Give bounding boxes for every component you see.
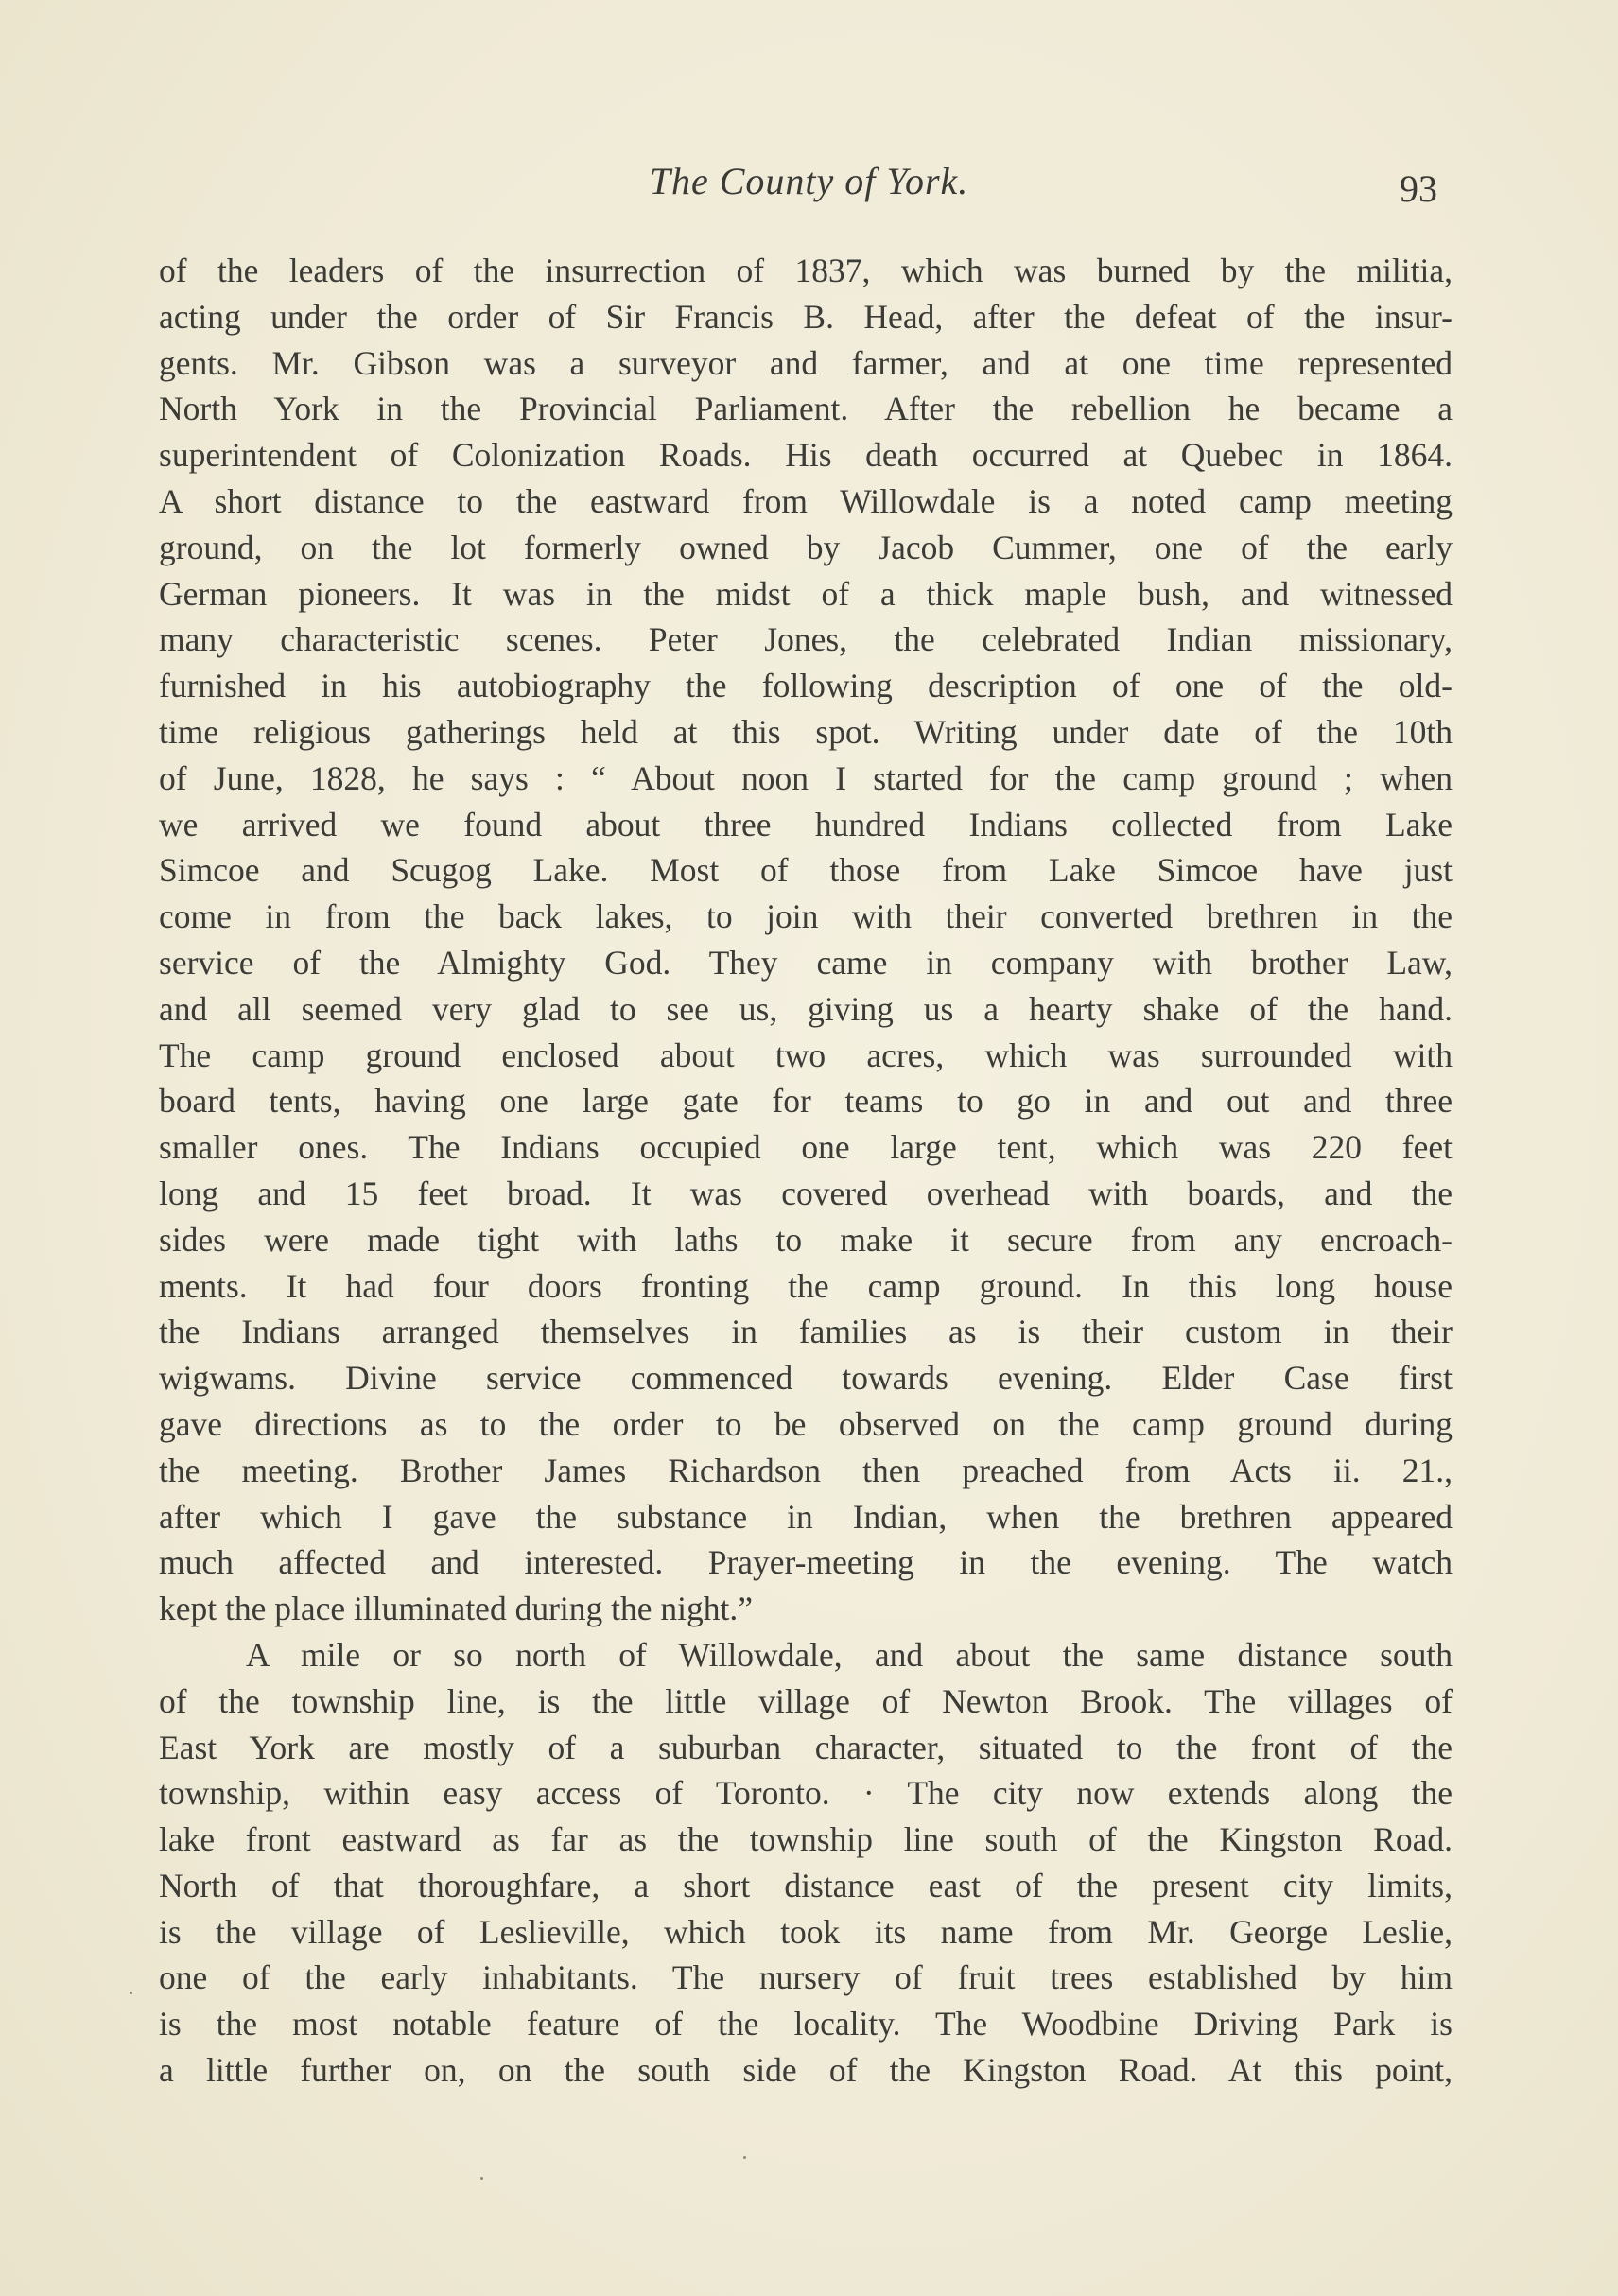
text-line: smaller ones. The Indians occupied one large tent, which was 220 feet — [159, 1128, 1453, 1167]
text-line: of June, 1828, he says : “ About noon I started for the camp ground ; when — [159, 758, 1453, 797]
paper-speck — [480, 2177, 483, 2180]
text-line: A mile or so north of Willowdale, and about the same distance south — [246, 1635, 1453, 1674]
text-line: township, within easy access of Toronto. · The city now extends along the — [159, 1774, 1453, 1813]
page-number: 93 — [1400, 167, 1437, 210]
text-line: furnished in his autobiography the following description of one of the old- — [159, 667, 1453, 705]
text-line: kept the place illuminated during the night.” — [159, 1590, 753, 1628]
text-line: come in from the back lakes, to join with their converted brethren in the — [159, 897, 1453, 936]
running-title: The County of York. — [649, 160, 969, 202]
text-line: after which I gave the substance in Indian, when the brethren appeared — [159, 1497, 1453, 1536]
text-line: the meeting. Brother James Richardson then preached from Acts ii. 21., — [159, 1451, 1453, 1489]
text-line: A short distance to the eastward from Willowdale is a noted camp meeting — [159, 481, 1453, 520]
text-line: is the village of Leslieville, which took its name from Mr. George Leslie, — [159, 1912, 1453, 1951]
running-head — [0, 159, 1618, 216]
paragraph-2 — [159, 1632, 1453, 2094]
paper-speck — [130, 1992, 132, 1994]
text-line: much affected and interested. Prayer-meeting in the evening. The watch — [159, 1543, 1453, 1582]
text-line: and all seemed very glad to see us, giving us a hearty shake of the hand. — [159, 989, 1453, 1028]
text-line: ments. It had four doors fronting the camp ground. In this long house — [159, 1266, 1453, 1305]
text-line: wigwams. Divine service commenced towards evening. Elder Case first — [159, 1359, 1453, 1398]
text-line: North of that thoroughfare, a short distance east of the present city limits, — [159, 1866, 1453, 1905]
text-line: of the township line, is the little village of Newton Brook. The villages of — [159, 1681, 1453, 1720]
text-line: The camp ground enclosed about two acres, which was surrounded with — [159, 1035, 1453, 1074]
text-line: board tents, having one large gate for teams to go in and out and three — [159, 1082, 1453, 1121]
text-line: sides were made tight with laths to make it secure from any encroach- — [159, 1220, 1453, 1259]
text-line: the Indians arranged themselves in families as is their custom in their — [159, 1313, 1453, 1351]
body-text — [159, 248, 1453, 2094]
text-line: we arrived we found about three hundred Indians collected from Lake — [159, 805, 1453, 844]
paper-speck — [743, 2156, 746, 2159]
text-line: a little further on, on the south side of the Kingston Road. At this point, — [159, 2051, 1453, 2090]
text-line: time religious gatherings held at this spot. Writing under date of the 10th — [159, 712, 1453, 751]
text-line: lake front eastward as far as the township line south of the Kingston Road. — [159, 1820, 1453, 1859]
text-line: of the leaders of the insurrection of 1837, which was burned by the militia, — [159, 252, 1453, 289]
text-line: North York in the Provincial Parliament. After the rebellion he became a — [159, 390, 1453, 428]
text-line: long and 15 feet broad. It was covered overhead with boards, and the — [159, 1174, 1453, 1212]
text-line: Simcoe and Scugog Lake. Most of those from Lake Simcoe have just — [159, 851, 1453, 890]
text-line: superintendent of Colonization Roads. His death occurred at Quebec in 1864. — [159, 436, 1453, 475]
text-line: is the most notable feature of the locality. The Woodbine Driving Park is — [159, 2005, 1453, 2044]
text-line: East York are mostly of a suburban character, situated to the front of the — [159, 1728, 1453, 1766]
text-line: service of the Almighty God. They came in company with brother Law, — [159, 943, 1453, 982]
paragraph-1 — [159, 248, 1453, 1632]
text-line: many characteristic scenes. Peter Jones, the celebrated Indian missionary, — [159, 620, 1453, 659]
text-line: acting under the order of Sir Francis B. Head, after the defeat of the insur- — [159, 297, 1453, 336]
text-line: one of the early inhabitants. The nursery of fruit trees established by him — [159, 1958, 1453, 1997]
text-line: gents. Mr. Gibson was a surveyor and farmer, and at one time represented — [159, 343, 1453, 382]
text-line: gave directions as to the order to be observed on the camp ground during — [159, 1404, 1453, 1443]
text-line: German pioneers. It was in the midst of a thick maple bush, and witnessed — [159, 574, 1453, 613]
text-line: ground, on the lot formerly owned by Jacob Cummer, one of the early — [159, 528, 1453, 566]
